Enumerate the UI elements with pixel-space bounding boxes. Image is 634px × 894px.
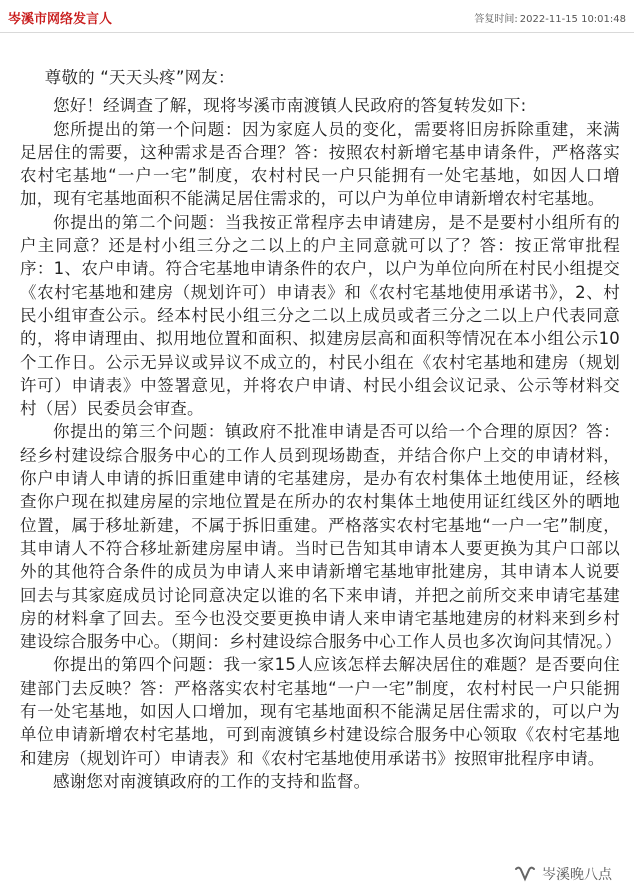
paragraph-thanks: 感谢您对南渡镇政府的工作的支持和监督。 [53,771,371,791]
source-name: 岑溪市网络发言人 [8,12,113,27]
reply-time [474,10,626,25]
paragraph-greeting: 您好！经调查了解，现将岑溪市南渡镇人民政府的答复转发如下: [53,96,527,116]
reply-time-value: 2022-11-15 10:01:48 [519,14,626,25]
paragraph-question-1: 您所提出的第一个问题：因为家庭人员的变化，需要将旧房拆除重建，来满足居住的需要，这种需求是否合理？答：按照农村新增宅基申请条件，严格落实农村宅基地“一户一宅”制度，农村村民一户只能拥有一处宅基地，如因人口增加，现有宅基地面积不能满足居住需求的，可以户为单位申请新增农村宅基地。 [20,119,620,209]
paragraph-question-4: 你提出的第四个问题：我一家15人应该怎样去解决居住的难题？是否要向住建部门去反映？答：严格落实农村宅基地“一户一宅”制度，农村村民一户只能拥有一处宅基地，如因人口增加，现有宅基地面积不能满足居住需求的，可以户为单位申请新增农村宅基地，可到南渡镇乡村建设综合服务中心领取《农村宅基地和建房（规划许可）申请表》和《农村宅基地使用承诺书》按照审批程序申请。 [20,655,620,768]
watermark-text: 岑溪晚八点 [542,867,612,883]
paragraph-question-2: 你提出的第二个问题：当我按正常程序去申请建房，是不是要村小组所有的户主同意？还是村小组三分之二以上的户主同意就可以了？答：按正常审批程序：1、农户申请。符合宅基地申请条件的农户，以户为单位向所在村民小组提交《农村宅基地和建房（规划许可）申请表》和《农村宅基地使用承诺书》，2、村民小组审查公示。经本村民小组三分之二以上成员或者三分之二以上户代表同意的，将申请理由、拟用地位置和面积、拟建房层高和面积等情况在本小组公示10个工作日。公示无异议或异议不成立的，村民小组在《农村宅基地和建房（规划许可）申请表》中签署意见，并将农户申请、村民小组会议记录、公示等材料交村（居）民委员会审查。 [20,212,620,419]
reply-header [0,0,634,33]
salutation: 尊敬的 “天天头疼”网友： [44,68,235,87]
reply-time-label: 答复时间: [474,14,518,25]
reply-letter [20,66,620,793]
watermark [514,864,612,884]
wechat-channel-icon [514,866,536,882]
paragraph-question-3: 你提出的第三个问题：镇政府不批准申请是否可以给一个合理的原因？答：经乡村建设综合服务中心的工作人员到现场勘查，并结合你户上交的申请材料，你户申请人申请的拆旧重建申请的宅基建房，是办有农村集体土地使用证，经核查你户现在拟建房屋的宗地位置是在所办的农村集体土地使用证红线区外的晒地位置，属于移址新建，不属于拆旧重建。严格落实农村宅基地“一户一宅”制度，其申请人不符合移址新建房屋申请。当时已告知其申请本人要更换为其户口部以外的其他符合条件的成员为申请人来申请新增宅基地审批建房，其申请本人说要回去与其家庭成员讨论同意决定以谁的名下来申请，并把之前所交来申请宅基建房的材料拿了回去。至今也没交要更换申请人来申请宅基地建房的材料来到乡村建设综合服务中心。（期间：乡村建设综合服务中心工作人员也多次询问其情况。） [20,422,622,652]
